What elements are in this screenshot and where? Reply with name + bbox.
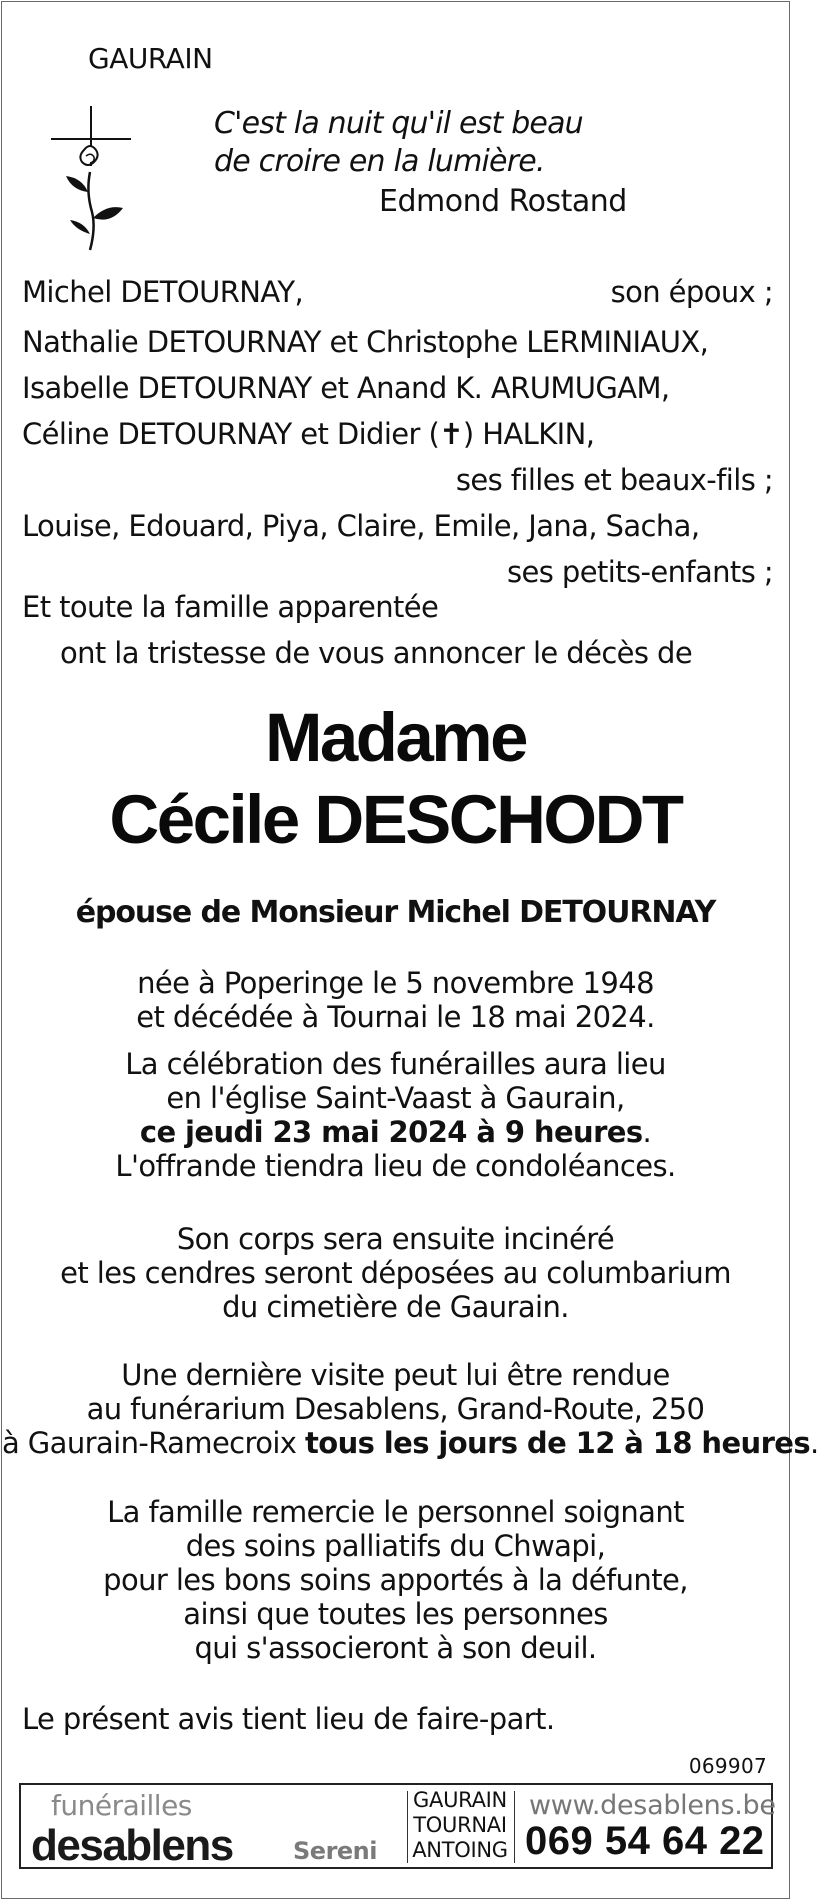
- visit-line-3-end: .: [810, 1426, 819, 1460]
- visit-line-2: au funérarium Desablens, Grand-Route, 250: [86, 1392, 705, 1426]
- child-3: Céline DETOURNAY et Didier (✝) HALKIN,: [22, 417, 595, 451]
- quote-line-1: C'est la nuit qu'il est beau: [214, 106, 583, 141]
- spouse-name: Michel DETOURNAY,: [22, 275, 304, 309]
- ceremony-date-end: .: [642, 1115, 652, 1149]
- towns-list: [408, 1788, 512, 1863]
- brand-sub: Sereni: [293, 1837, 377, 1865]
- cross-and-rose-icon: [48, 106, 134, 254]
- brand-logo: desablens: [31, 1821, 233, 1870]
- ceremony-date-line: [2, 1115, 789, 1149]
- brand-tagline: funérailles: [51, 1789, 192, 1822]
- offering-line: L'offrande tiendra lieu de condoléances.: [115, 1149, 676, 1183]
- closing-note: Le présent avis tient lieu de faire-part.: [22, 1702, 555, 1736]
- thanks-line-2: des soins palliatifs du Chwapi,: [185, 1529, 606, 1563]
- website-link[interactable]: www.desablens.be: [529, 1790, 776, 1821]
- child-2: Isabelle DETOURNAY et Anand K. ARUMUGAM,: [22, 371, 670, 405]
- phone-number[interactable]: 069 54 64 22: [525, 1819, 765, 1863]
- thanks-line-5: qui s'associeront à son deuil.: [194, 1631, 597, 1665]
- deceased-spouse: épouse de Monsieur Michel DETOURNAY: [75, 895, 716, 930]
- quote-author: Edmond Rostand: [379, 184, 627, 219]
- dates-block: [2, 966, 789, 1034]
- deceased-name: Cécile DESCHODT: [109, 781, 682, 858]
- cremation-line-1: Son corps sera ensuite incinéré: [176, 1222, 615, 1256]
- visit-line-1: Une dernière visite peut lui être rendue: [121, 1358, 670, 1392]
- birth-line: née à Poperinge le 5 novembre 1948: [137, 966, 654, 1000]
- child-1: Nathalie DETOURNAY et Christophe LERMINIAUX,: [22, 325, 709, 359]
- thanks-line-3: pour les bons soins apportés à la défunte,: [103, 1563, 688, 1597]
- ceremony-line-1: La célébration des funérailles aura lieu: [125, 1047, 666, 1081]
- deceased-title: Madame: [264, 699, 527, 776]
- cremation-line-2: et les cendres seront déposées au columbarium: [60, 1256, 731, 1290]
- quote-line-2: de croire en la lumière.: [214, 144, 545, 179]
- ceremony-block: [2, 1047, 789, 1183]
- death-line: et décédée à Tournai le 18 mai 2024.: [136, 1000, 655, 1034]
- thanks-line-1: La famille remercie le personnel soignant: [107, 1495, 684, 1529]
- footer-divider: [514, 1791, 515, 1863]
- reference-number: 069907: [688, 1754, 767, 1778]
- ceremony-date: ce jeudi 23 mai 2024 à 9 heures: [139, 1115, 643, 1149]
- announcement: ont la tristesse de vous annoncer le décès de: [60, 636, 693, 670]
- grandchildren: Louise, Edouard, Piya, Claire, Emile, Jana, Sacha,: [22, 509, 700, 543]
- grandchildren-role: ses petits-enfants ;: [507, 555, 773, 589]
- town-2: TOURNAI: [413, 1813, 507, 1837]
- spouse-role: son époux ;: [610, 275, 773, 309]
- funeral-home-footer: [19, 1783, 776, 1870]
- visit-line-3-start: à Gaurain-Ramecroix: [2, 1426, 305, 1460]
- visit-block: [2, 1358, 819, 1460]
- ceremony-line-2: en l'église Saint-Vaast à Gaurain,: [166, 1081, 625, 1115]
- visit-line-3: [2, 1426, 819, 1460]
- cremation-line-3: du cimetière de Gaurain.: [222, 1290, 569, 1324]
- town-3: ANTOING: [412, 1838, 508, 1862]
- visit-hours: tous les jours de 12 à 18 heures: [305, 1426, 811, 1460]
- town-1: GAURAIN: [413, 1788, 507, 1812]
- obituary-notice: [1, 1, 819, 1899]
- place-heading: GAURAIN: [88, 42, 213, 75]
- children-role: ses filles et beaux-fils ;: [455, 463, 773, 497]
- thanks-line-4: ainsi que toutes les personnes: [183, 1597, 608, 1631]
- cremation-block: [2, 1222, 789, 1324]
- extended-family: Et toute la famille apparentée: [22, 590, 439, 624]
- thanks-block: [2, 1495, 789, 1665]
